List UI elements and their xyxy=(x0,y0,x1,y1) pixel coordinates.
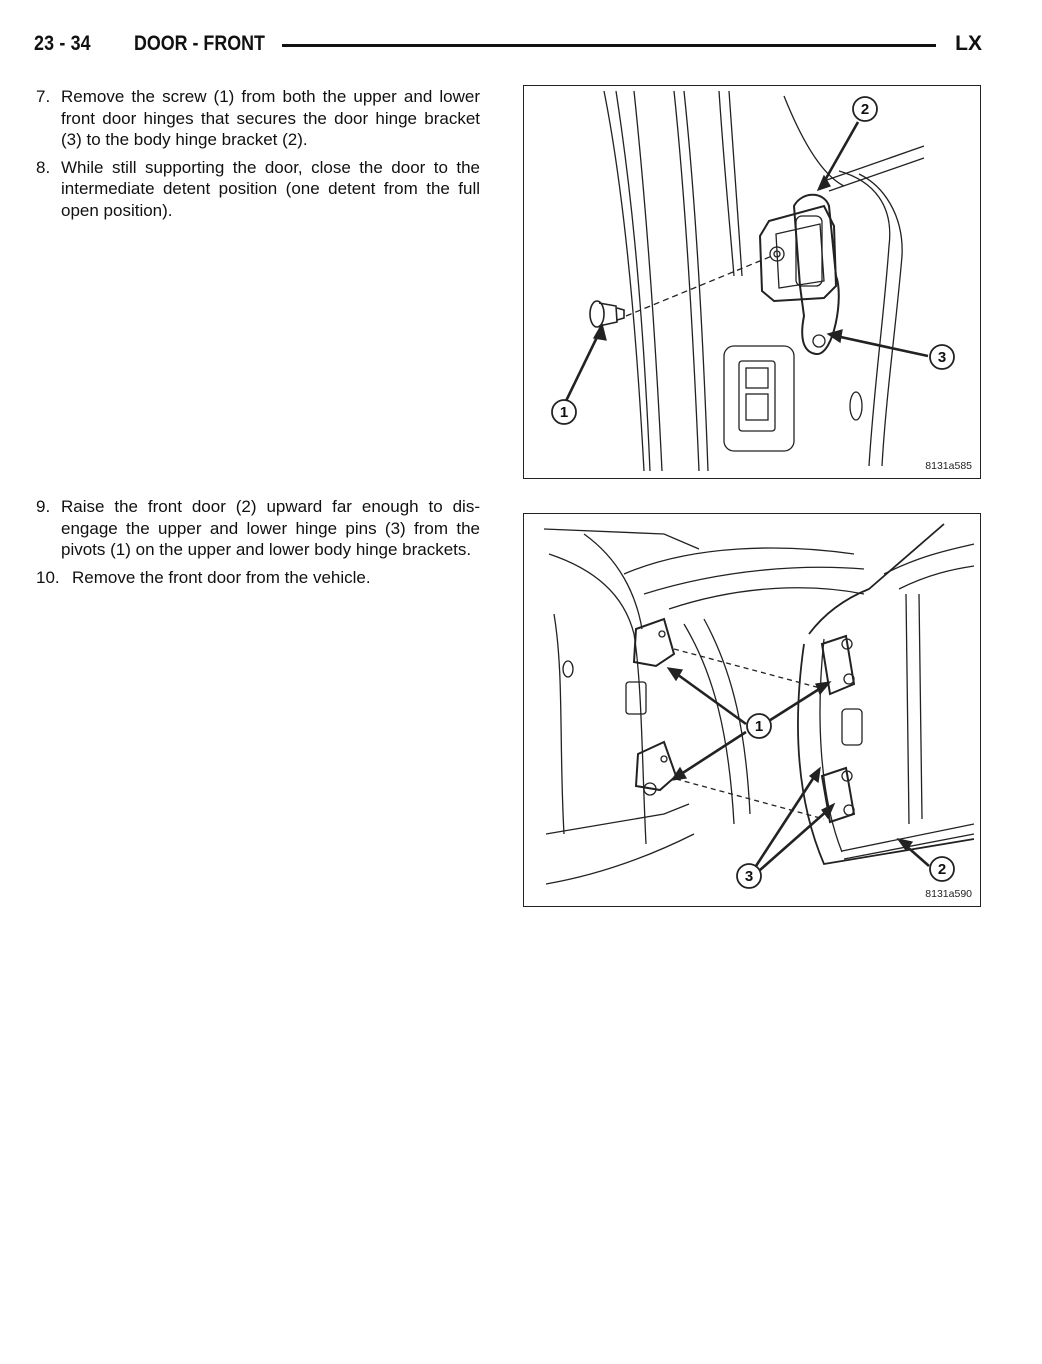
step-number: 10. xyxy=(36,567,60,587)
page-header xyxy=(34,30,982,60)
model-code: LX xyxy=(955,32,982,55)
hinge-screw xyxy=(590,301,624,327)
header-rule xyxy=(282,44,936,47)
step-text: While still supporting the door, close the door to the intermediate detent position (one detent from the full open position). xyxy=(61,157,480,220)
step-7 xyxy=(36,86,480,151)
step-10 xyxy=(36,567,480,589)
door-hinge-bracket xyxy=(794,195,839,354)
steps-bottom xyxy=(36,496,480,594)
page-number: 23 - 34 xyxy=(34,32,91,55)
callout-label: 2 xyxy=(860,101,870,118)
section-title: DOOR - FRONT xyxy=(134,32,265,55)
door-removal-illustration xyxy=(524,514,980,906)
step-9 xyxy=(36,496,480,561)
callout-label: 3 xyxy=(937,349,947,366)
step-number: 7. xyxy=(36,87,51,106)
step-text: Remove the front door from the vehicle. xyxy=(72,567,371,587)
callout-label: 2 xyxy=(937,861,947,878)
figure-door-removal xyxy=(523,513,981,907)
step-number: 8. xyxy=(36,157,51,177)
hinge-screw-illustration xyxy=(524,86,980,478)
step-text: Raise the front door (2) upward far enough to dis-engage the upper and lower hinge pins (3) from the pivots (1) on the upper and lower body hinge brackets. xyxy=(61,497,480,559)
step-text: Remove the screw (1) from both the upper and lower front door hinges that secures the door hinge bracket (3) to the body hinge bracket (2). xyxy=(61,87,480,149)
upper-body-hinge xyxy=(634,619,674,666)
step-8 xyxy=(36,157,480,222)
callout-label: 3 xyxy=(744,868,754,885)
figure-code: 8131a590 xyxy=(925,888,972,900)
step-number: 9. xyxy=(36,497,51,516)
callout-label: 1 xyxy=(559,404,569,421)
figure-code: 8131a585 xyxy=(925,460,972,472)
callout-label: 1 xyxy=(754,718,764,735)
steps-top xyxy=(36,86,480,227)
figure-hinge-screw xyxy=(523,85,981,479)
